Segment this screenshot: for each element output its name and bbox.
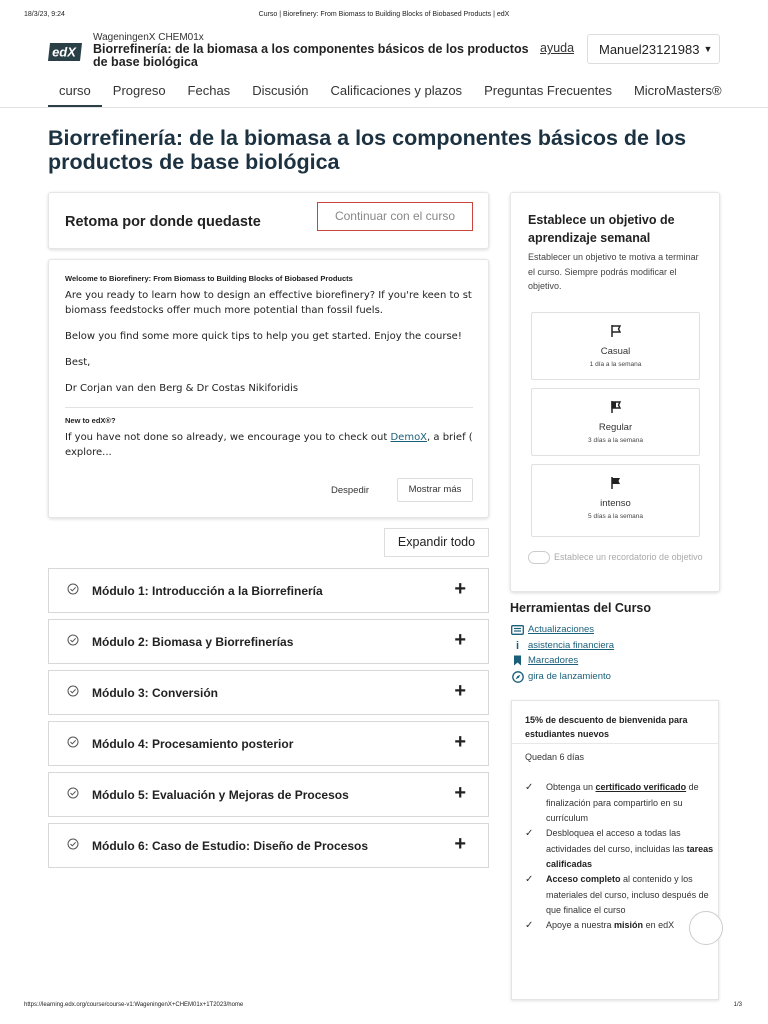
module-row-6[interactable] xyxy=(48,823,489,868)
course-tools-heading: Herramientas del Curso xyxy=(510,601,652,615)
user-name: Manuel23121983 xyxy=(599,41,700,57)
verified-certificate-link[interactable]: certificado verificado xyxy=(595,782,687,792)
print-title: Curso | Biorefinery: From Biomass to Building Blocks of Biobased Products | edX xyxy=(258,11,510,18)
goal-option-regular[interactable] xyxy=(531,388,700,456)
course-org: WageningenX CHEM01x xyxy=(93,32,204,43)
tab-calificaciones[interactable]: Calificaciones y plazos xyxy=(330,83,463,98)
checkmark-icon: ✓ xyxy=(525,782,534,793)
tool-label: gira de lanzamiento xyxy=(528,671,611,682)
scroll-to-top-button[interactable] xyxy=(689,911,723,945)
print-url: https://learning.edx.org/course/course-v1:WageningenX+CHEM01x+1T2023/home xyxy=(24,1002,244,1008)
new-to-edx-post: , a brief ( xyxy=(427,432,473,443)
course-tabs xyxy=(48,80,744,108)
demox-link[interactable]: DemoX xyxy=(390,432,428,443)
tab-fechas[interactable]: Fechas xyxy=(187,83,231,98)
check-circle-icon xyxy=(67,787,79,799)
plus-icon: + xyxy=(454,731,466,753)
benefit-text-bold: tareas calificadas xyxy=(546,843,714,869)
checkmark-icon: ✓ xyxy=(525,920,534,931)
new-to-edx-line2: explore... xyxy=(65,447,112,458)
promo-title: 15% de descuento de bienvenida para estudiantes nuevos xyxy=(525,715,688,739)
discount-promo-card xyxy=(511,700,719,1000)
module-row-3[interactable] xyxy=(48,670,489,715)
checkmark-icon: ✓ xyxy=(525,828,534,839)
tabs-divider xyxy=(0,107,768,108)
welcome-signature: Dr Corjan van den Berg & Dr Costas Nikiforidis xyxy=(65,383,299,394)
goal-option-label: intenso xyxy=(600,498,631,509)
benefit-text-pre: Obtenga un xyxy=(546,782,596,792)
dismiss-button[interactable]: Despedir xyxy=(331,485,370,496)
info-icon: i xyxy=(515,639,520,652)
check-circle-icon xyxy=(67,736,79,748)
benefit-text-pre: Apoye a nuestra xyxy=(546,920,615,930)
benefit-text-post: al contenido y los materiales del curso, incluso después de que finalice el curso xyxy=(546,874,709,915)
tool-label: Marcadores xyxy=(528,655,579,666)
new-to-edx-heading: New to edX®? xyxy=(65,416,116,425)
new-to-edx-text xyxy=(65,430,473,460)
flag-solid-icon xyxy=(609,476,623,490)
bookmark-icon xyxy=(511,655,524,666)
plus-icon: + xyxy=(454,629,466,651)
module-row-2[interactable] xyxy=(48,619,489,664)
compass-icon xyxy=(511,671,524,682)
check-circle-icon xyxy=(67,634,79,646)
plus-icon: + xyxy=(454,782,466,804)
chevron-down-icon: ▼ xyxy=(703,44,713,54)
benefit-text-post: en edX xyxy=(643,920,675,930)
reminder-label: Establece un recordatorio de objetivo xyxy=(554,552,703,562)
benefit-text-bold: misión xyxy=(614,920,644,930)
tab-discusion[interactable]: Discusión xyxy=(252,83,309,98)
plus-icon: + xyxy=(454,833,466,855)
module-title: Módulo 2: Biomasa y Biorrefinerías xyxy=(92,635,294,649)
plus-icon: + xyxy=(454,680,466,702)
goal-option-label: Casual xyxy=(600,346,631,357)
show-more-button[interactable]: Mostrar más xyxy=(397,478,473,502)
promo-divider xyxy=(512,743,718,744)
goal-option-sub: 1 día a la semana xyxy=(589,361,642,368)
goal-option-sub: 5 días a la semana xyxy=(588,513,643,520)
new-to-edx-pre: If you have not done so already, we encourage you to check out xyxy=(65,432,391,443)
promo-days-left: Quedan 6 días xyxy=(525,752,585,762)
check-circle-icon xyxy=(67,583,79,595)
goal-option-label: Regular xyxy=(598,422,633,433)
print-date: 18/3/23, 9:24 xyxy=(24,11,65,18)
module-row-1[interactable] xyxy=(48,568,489,613)
continue-course-button[interactable]: Continuar con el curso xyxy=(317,202,473,231)
tool-label: Actualizaciones xyxy=(528,624,595,635)
weekly-goal-card xyxy=(510,192,720,592)
benefit-item xyxy=(525,780,715,827)
reminder-toggle[interactable] xyxy=(528,551,550,564)
user-menu-button[interactable] xyxy=(587,34,720,64)
welcome-p1-line1: Are you ready to learn how to design an effective biorefinery? If you're keen to st xyxy=(65,290,472,301)
module-title: Módulo 3: Conversión xyxy=(92,686,218,700)
tab-curso[interactable]: curso xyxy=(48,80,102,108)
benefit-text xyxy=(546,780,715,827)
goal-option-intense[interactable] xyxy=(531,464,700,537)
module-title: Módulo 6: Caso de Estudio: Diseño de Procesos xyxy=(92,839,369,853)
welcome-divider xyxy=(65,407,473,408)
benefit-text-pre: Desbloquea el acceso a todas las actividades del curso, incluidas las xyxy=(546,828,687,854)
tab-faq[interactable]: Preguntas Frecuentes xyxy=(484,83,612,98)
benefit-text xyxy=(546,826,715,873)
module-row-5[interactable] xyxy=(48,772,489,817)
welcome-best: Best, xyxy=(65,357,91,368)
tab-progreso[interactable]: Progreso xyxy=(112,83,166,98)
module-title: Módulo 1: Introducción a la Biorrefinería xyxy=(92,584,323,598)
welcome-heading: Welcome to Biorefinery: From Biomass to Building Blocks of Biobased Products xyxy=(65,274,353,283)
welcome-p1-line2: biomass feedstocks offer much more potential than fossil fuels. xyxy=(65,305,383,316)
check-circle-icon xyxy=(67,838,79,850)
module-title: Módulo 4: Procesamiento posterior xyxy=(92,737,294,751)
flag-half-icon xyxy=(609,400,623,414)
benefit-text-bold: Acceso completo xyxy=(546,874,621,884)
edx-logo-text: edX xyxy=(52,44,76,60)
welcome-tips: Below you find some more quick tips to help you get started. Enjoy the course! xyxy=(65,331,462,342)
benefit-text xyxy=(546,872,715,919)
checkmark-icon: ✓ xyxy=(525,874,534,885)
benefit-text-post: de finalización para compartirlo en su currículum xyxy=(546,782,699,823)
newspaper-icon xyxy=(511,624,524,635)
goal-option-casual[interactable] xyxy=(531,312,700,380)
goal-description: Establecer un objetivo te motiva a terminar el curso. Siempre podrás modificar el objetivo. xyxy=(528,252,699,291)
resume-card xyxy=(48,192,489,249)
tool-bookmarks[interactable] xyxy=(511,655,578,666)
plus-icon: + xyxy=(454,578,466,600)
module-row-4[interactable] xyxy=(48,721,489,766)
benefit-text xyxy=(546,918,674,934)
help-link[interactable]: ayuda xyxy=(540,41,575,55)
flag-outline-icon xyxy=(609,324,623,338)
goal-title: Establece un objetivo de aprendizaje semanal xyxy=(528,213,675,245)
tool-label: asistencia financiera xyxy=(528,640,615,651)
tool-updates[interactable] xyxy=(511,624,594,635)
header-course-name: Biorrefinería: de la biomasa a los componentes básicos de los productos de base biológica xyxy=(93,42,529,69)
module-title: Módulo 5: Evaluación y Mejoras de Procesos xyxy=(92,788,349,802)
benefit-item xyxy=(525,918,715,934)
edx-logo[interactable] xyxy=(48,40,82,62)
benefit-item xyxy=(525,872,715,919)
tab-micromasters[interactable]: MicroMasters® xyxy=(633,83,722,98)
goal-option-sub: 3 días a la semana xyxy=(588,437,643,444)
page-title: Biorrefinería: de la biomasa a los componentes básicos de los productos de base biológica xyxy=(48,126,687,174)
tool-launch-tour[interactable] xyxy=(511,671,611,682)
expand-all-button[interactable]: Expandir todo xyxy=(384,528,489,557)
resume-title: Retoma por donde quedaste xyxy=(65,214,261,230)
welcome-paragraph xyxy=(65,288,473,318)
benefit-item xyxy=(525,826,715,873)
tool-financial-aid[interactable] xyxy=(511,640,614,651)
print-page-number: 1/3 xyxy=(733,1002,742,1008)
check-circle-icon xyxy=(67,685,79,697)
